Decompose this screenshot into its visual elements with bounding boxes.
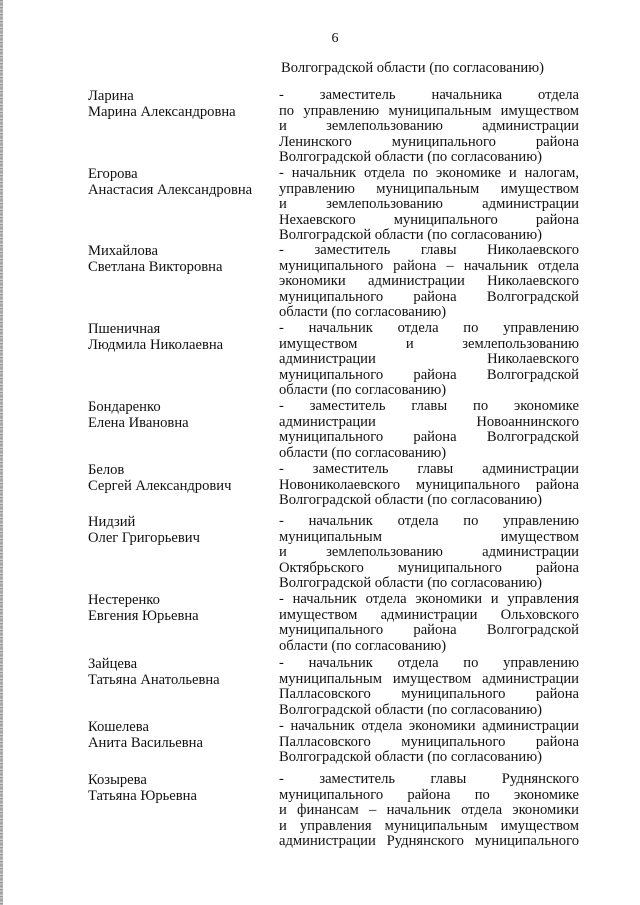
- position-text-line: - начальник отдела по экономике и налогам,: [279, 165, 579, 181]
- position-text-line: - начальник отдела по управлению: [279, 655, 579, 671]
- position-text-line: и управления муниципальным имуществом: [279, 817, 579, 834]
- scan-edge: [0, 0, 3, 905]
- member-given-names: Татьяна Юрьевна: [88, 788, 197, 804]
- member-position: [279, 656, 579, 718]
- position-text-line: и финансам – начальник отдела экономики: [279, 802, 579, 818]
- member-name: [88, 399, 273, 431]
- position-text-line: муниципального района по экономике: [279, 786, 579, 803]
- member-position: [279, 592, 579, 654]
- position-text-line: и землепользованию администрации: [279, 196, 579, 212]
- position-text-line: Волгоградской области (по согласованию): [279, 149, 542, 165]
- member-given-names: Марина Александровна: [88, 104, 236, 120]
- position-text-line: муниципального района Волгоградской: [279, 622, 579, 638]
- position-text-line: Палласовского муниципального района: [279, 733, 579, 750]
- member-name: [88, 514, 273, 546]
- member-given-names: Анастасия Александровна: [88, 182, 253, 198]
- member-given-names: Сергей Александрович: [88, 478, 232, 494]
- member-surname: Пшеничная: [88, 321, 161, 337]
- member-surname: Егорова: [88, 166, 138, 182]
- member-given-names: Анита Васильевна: [88, 735, 203, 751]
- position-text-line: муниципального района Волгоградской: [279, 429, 579, 445]
- position-text-line: - заместитель главы по экономике: [279, 398, 579, 414]
- position-text-line: муниципальным имуществом администрации: [279, 670, 579, 687]
- member-surname: Зайцева: [88, 656, 138, 672]
- position-text-line: области (по согласованию): [279, 382, 447, 398]
- member-given-names: Евгения Юрьевна: [88, 608, 199, 624]
- position-text-line: Волгоградской области (по согласованию): [279, 575, 542, 591]
- member-given-names: Елена Ивановна: [88, 415, 189, 431]
- member-surname: Бондаренко: [88, 399, 161, 415]
- member-position: [279, 462, 579, 509]
- position-text-line: - заместитель начальника отдела: [279, 87, 579, 103]
- member-surname: Кошелева: [88, 719, 149, 735]
- position-text-line: и землепользованию администрации: [279, 544, 579, 560]
- position-text-line: - заместитель главы Николаевского: [279, 242, 579, 258]
- position-text-line: муниципального района Волгоградской: [279, 288, 579, 305]
- member-name: [88, 88, 273, 120]
- member-position: [279, 243, 579, 321]
- member-name: [88, 243, 273, 275]
- member-position: [279, 514, 579, 592]
- position-text-line: - заместитель главы администрации: [279, 461, 579, 477]
- position-text-line: Палласовского муниципального района: [279, 686, 579, 702]
- position-text-line: - начальник отдела экономики администрации: [279, 718, 579, 734]
- member-position: [279, 321, 579, 399]
- member-name: [88, 321, 273, 353]
- member-position: [279, 719, 579, 766]
- member-surname: Белов: [88, 462, 125, 478]
- member-position: [279, 399, 579, 461]
- member-surname: Нидзий: [88, 514, 136, 530]
- position-text-line: - начальник отдела по управлению: [279, 513, 579, 529]
- position-text-line: - начальник отдела по управлению: [279, 320, 579, 336]
- position-text-line: Волгоградской области (по согласованию): [279, 701, 542, 718]
- position-text-line: имуществом и землепользованию: [279, 335, 579, 352]
- member-name: [88, 592, 273, 624]
- position-text-line: Волгоградской области (по согласованию): [279, 492, 542, 508]
- position-text-line: муниципального района Волгоградской: [279, 366, 579, 383]
- position-text-line: муниципального района – начальник отдела: [279, 257, 579, 274]
- position-text-line: администрации Новоаннинского: [279, 413, 579, 430]
- position-text-line: по управлению муниципальным имуществом: [279, 102, 579, 119]
- member-given-names: Татьяна Анатольевна: [88, 672, 220, 688]
- position-text-line: области (по согласованию): [279, 304, 447, 320]
- member-name: [88, 719, 273, 751]
- member-name: [88, 462, 273, 494]
- continuation-line: Волгоградской области (по согласованию): [281, 60, 544, 76]
- member-given-names: Олег Григорьевич: [88, 530, 200, 546]
- position-text-line: Новониколаевского муниципального района: [279, 476, 579, 493]
- position-text-line: - начальник отдела экономики и управления: [279, 591, 579, 607]
- position-text-line: и землепользованию администрации: [279, 118, 579, 134]
- member-name: [88, 656, 273, 688]
- position-text-line: - заместитель главы Руднянского: [279, 771, 579, 787]
- member-position: [279, 88, 579, 166]
- position-text-line: имуществом администрации Ольховского: [279, 606, 579, 623]
- position-text-line: области (по согласованию): [279, 444, 447, 461]
- member-surname: Козырева: [88, 772, 147, 788]
- position-text-line: Ленинского муниципального района: [279, 133, 579, 150]
- position-text-line: управлению муниципальным имуществом: [279, 180, 579, 197]
- member-position: [279, 772, 579, 850]
- position-text-line: администрации Николаевского: [279, 351, 579, 367]
- member-surname: Нестеренко: [88, 592, 160, 608]
- position-text-line: муниципальным имуществом: [279, 528, 579, 545]
- member-surname: Михайлова: [88, 243, 158, 259]
- position-text-line: Волгоградской области (по согласованию): [279, 749, 542, 765]
- member-name: [88, 166, 273, 198]
- member-position: [279, 166, 579, 244]
- member-given-names: Людмила Николаевна: [88, 337, 224, 353]
- position-text-line: Волгоградской области (по согласованию): [279, 227, 542, 243]
- member-name: [88, 772, 273, 804]
- member-surname: Ларина: [88, 88, 134, 104]
- member-given-names: Светлана Викторовна: [88, 259, 223, 275]
- position-text-line: администрации Руднянского муниципального: [279, 833, 579, 849]
- position-text-line: экономики администрации Николаевского: [279, 273, 579, 289]
- page-number: 6: [331, 31, 339, 46]
- position-text-line: области (по согласованию): [279, 637, 447, 654]
- position-text-line: Октябрьского муниципального района: [279, 559, 579, 576]
- position-text-line: Нехаевского муниципального района: [279, 211, 579, 228]
